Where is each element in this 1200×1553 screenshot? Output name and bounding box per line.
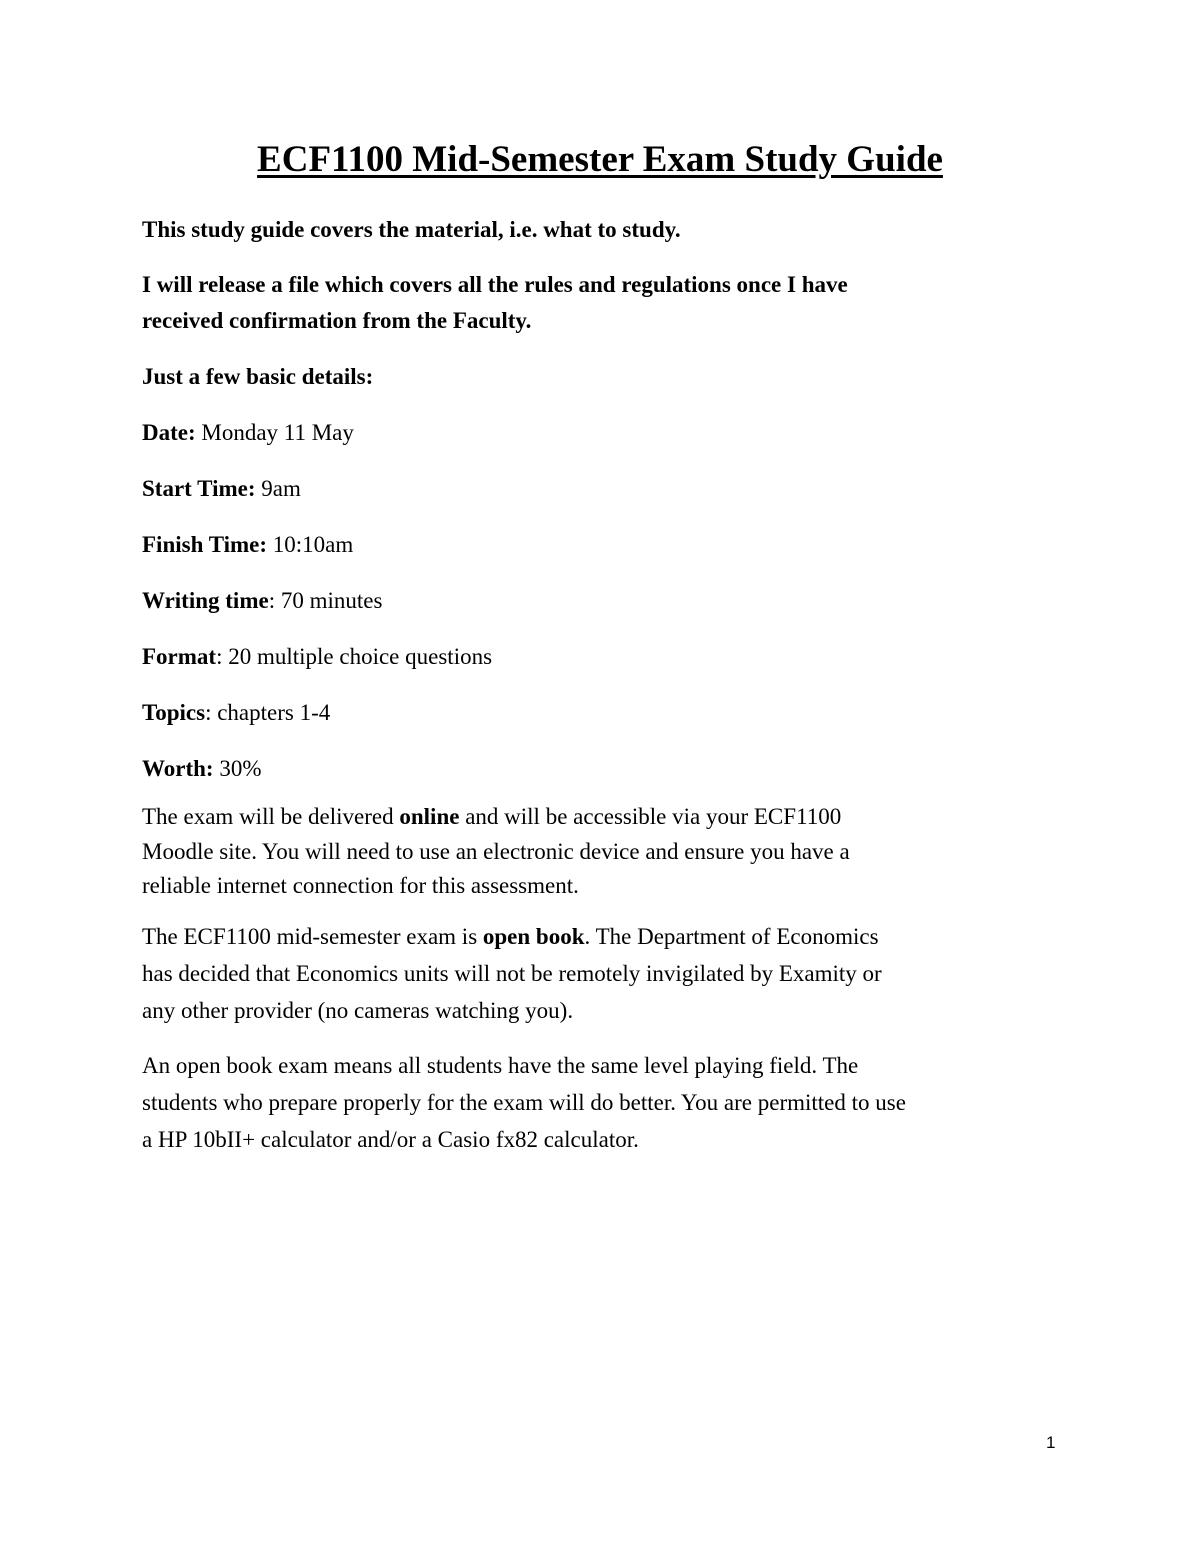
calculator-paragraph xyxy=(142,1047,1062,1158)
detail-label: Format xyxy=(142,644,217,669)
intro-line: This study guide covers the material, i.e. what to study. xyxy=(142,217,681,242)
detail-value: 10:10am xyxy=(267,532,354,557)
emphasis-text: open book xyxy=(482,924,585,949)
paragraph-line xyxy=(142,918,1062,955)
detail-label: Worth: xyxy=(142,756,214,781)
detail-value: Monday 11 May xyxy=(195,420,354,445)
detail-label: Start Time: xyxy=(142,476,256,501)
intro-paragraph-line: received confirmation from the Faculty. xyxy=(142,308,532,333)
detail-worth xyxy=(142,751,1062,787)
paragraph-text: and will be accessible via your ECF1100 xyxy=(459,804,842,829)
detail-label: Topics xyxy=(142,700,206,725)
detail-label: Finish Time: xyxy=(142,532,268,557)
paragraph-line: Moodle site. You will need to use an electronic device and ensure you have a xyxy=(142,838,850,864)
delivery-paragraph xyxy=(142,800,1062,904)
detail-topics xyxy=(142,695,1062,731)
detail-label: Date: xyxy=(142,420,196,445)
detail-value: : chapters 1-4 xyxy=(205,700,331,725)
paragraph-line: any other provider (no cameras watching you). xyxy=(142,998,574,1023)
emphasis-text: online xyxy=(399,804,460,829)
paragraph-line xyxy=(142,800,1062,835)
detail-value: 9am xyxy=(255,476,301,501)
paragraph-text: The ECF1100 mid-semester exam is xyxy=(142,924,483,949)
details-heading: Just a few basic details: xyxy=(142,364,374,389)
detail-finish-time xyxy=(142,527,1062,563)
detail-label: Writing time xyxy=(142,588,269,613)
paragraph-line: a HP 10bII+ calculator and/or a Casio fx82 calculator. xyxy=(142,1127,639,1152)
open-book-paragraph xyxy=(142,918,1062,1029)
detail-value: : 20 multiple choice questions xyxy=(216,644,493,669)
paragraph-line: reliable internet connection for this assessment. xyxy=(142,873,579,898)
detail-value: : 70 minutes xyxy=(268,588,383,613)
detail-date xyxy=(142,415,1062,451)
detail-writing-time xyxy=(142,583,1062,619)
paragraph-line: has decided that Economics units will not be remotely invigilated by Examity or xyxy=(142,961,882,986)
paragraph-line: An open book exam means all students have the same level playing field. The xyxy=(142,1053,859,1078)
intro-paragraph-line: I will release a file which covers all the rules and regulations once I have xyxy=(142,272,848,297)
detail-start-time xyxy=(142,471,1062,507)
detail-value: 30% xyxy=(213,756,262,781)
document-title: ECF1100 Mid-Semester Exam Study Guide xyxy=(257,139,943,180)
paragraph-text: The exam will be delivered xyxy=(142,804,400,829)
page-number: 1 xyxy=(1046,1433,1056,1452)
intro-paragraph xyxy=(142,267,1062,339)
paragraph-line: students who prepare properly for the exam will do better. You are permitted to use xyxy=(142,1090,906,1115)
detail-format xyxy=(142,639,1062,675)
paragraph-text: . The Department of Economics xyxy=(584,924,879,949)
